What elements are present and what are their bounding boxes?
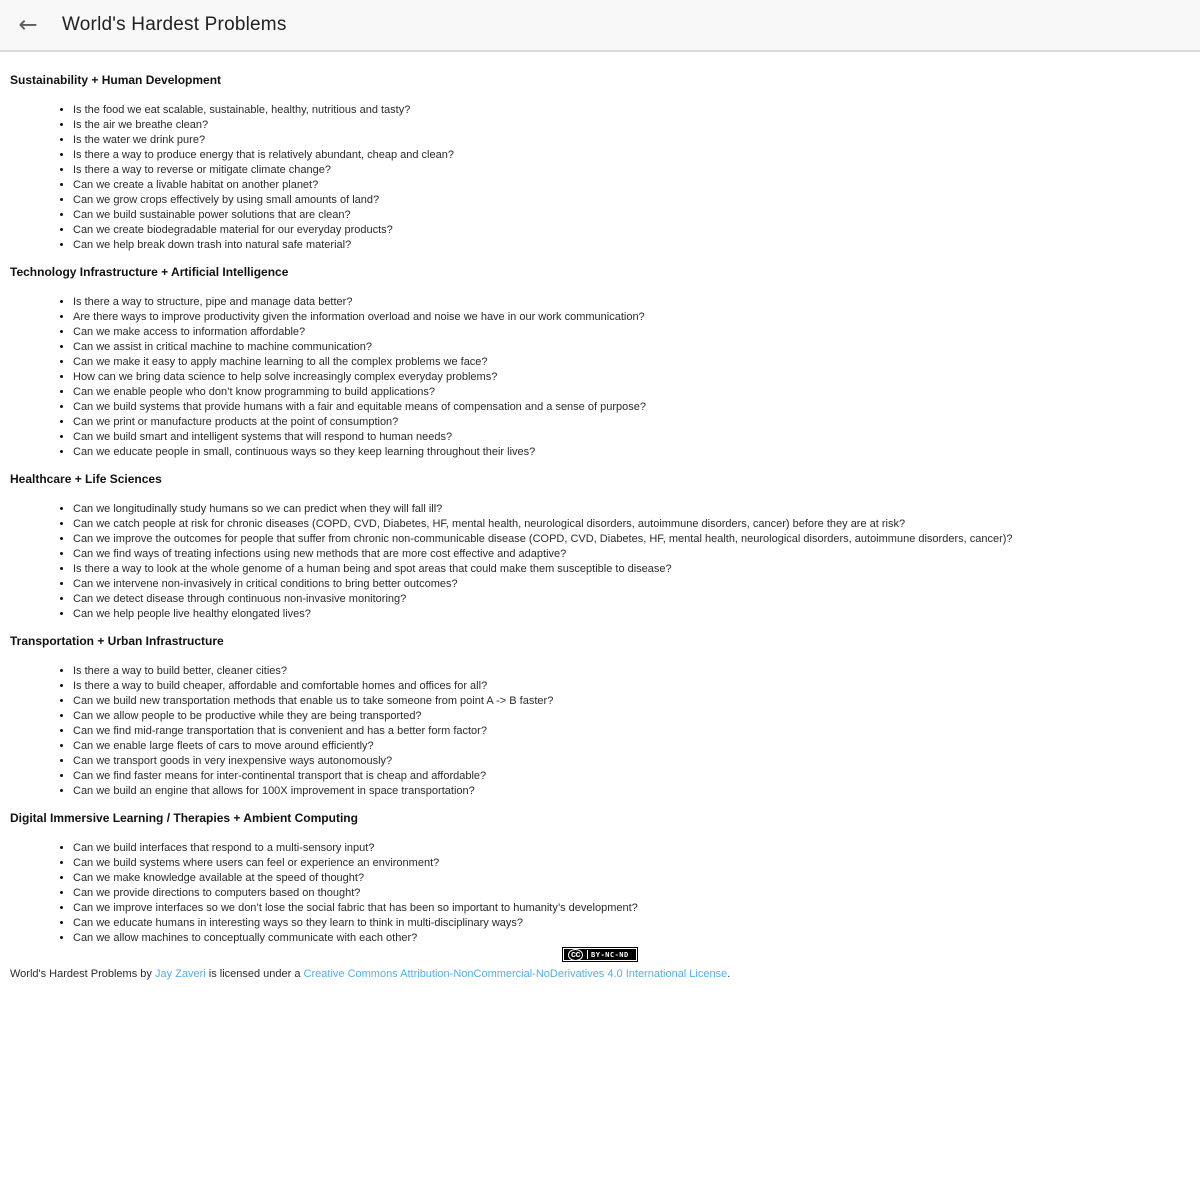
section (10, 811, 1190, 946)
question-item: • Can we build new transportation methods that enable us to take someone from point A -> B faster? (73, 694, 1190, 709)
question-item: • Can we enable people who don’t know programming to build applications? (73, 385, 1190, 400)
question-item: • Can we allow people to be productive while they are being transported? (73, 709, 1190, 724)
question-item: • Can we enable large fleets of cars to move around efficiently? (73, 739, 1190, 754)
license-text-suffix: . (727, 968, 731, 980)
question-item: • Can we grow crops effectively by using small amounts of land? (73, 193, 1190, 208)
question-item: • Can we provide directions to computers based on thought? (73, 886, 1190, 901)
question-item: • Can we assist in critical machine to machine communication? (73, 340, 1190, 355)
section-heading: Sustainability + Human Development (10, 73, 222, 87)
question-item: • Is there a way to reverse or mitigate climate change? (73, 163, 1190, 178)
question-item: • Can we print or manufacture products at the point of consumption? (73, 415, 1190, 430)
question-item: • Is the water we drink pure? (73, 133, 1190, 148)
question-item: • Is the air we breathe clean? (73, 118, 1190, 133)
question-item: • Can we build interfaces that respond to a multi-sensory input? (73, 841, 1190, 856)
section-heading: Digital Immersive Learning / Therapies + Ambient Computing (10, 811, 358, 825)
question-item: • Can we improve the outcomes for people that suffer from chronic non-communicable disease (COPD, CVD, Diabetes, HF, mental health, neurological disorders, autoimmune disorders, cancer)? (73, 532, 1190, 547)
question-item: • Can we educate humans in interesting ways so they learn to think in multi-disciplinary ways? (73, 916, 1190, 931)
question-item: • Is there a way to look at the whole genome of a human being and spot areas that could make them susceptible to disease? (73, 562, 1190, 577)
question-item: • Can we improve interfaces so we don’t lose the social fabric that has been so important to humanity’s development? (73, 901, 1190, 916)
question-item: • Can we detect disease through continuous non-invasive monitoring? (73, 592, 1190, 607)
question-item: • Is there a way to build cheaper, affordable and comfortable homes and offices for all? (73, 679, 1190, 694)
question-item: • Can we longitudinally study humans so we can predict when they will fall ill? (73, 502, 1190, 517)
section-heading: Transportation + Urban Infrastructure (10, 634, 224, 648)
license-link[interactable]: Creative Commons Attribution-NonCommercial-NoDerivatives 4.0 International License (303, 968, 728, 980)
question-item: • Can we build smart and intelligent systems that will respond to human needs? (73, 430, 1190, 445)
question-item: • Can we create biodegradable material for our everyday products? (73, 223, 1190, 238)
section-heading: Healthcare + Life Sciences (10, 472, 162, 486)
section (10, 472, 1190, 622)
back-arrow-icon[interactable]: ← (15, 12, 41, 38)
page-title: World's Hardest Problems (62, 14, 287, 35)
license-text-prefix: World's Hardest Problems by (10, 968, 155, 980)
question-item: • Can we create a livable habitat on another planet? (73, 178, 1190, 193)
author-link[interactable]: Jay Zaveri (154, 968, 206, 980)
question-item: • Can we help people live healthy elongated lives? (73, 607, 1190, 622)
question-item: • Are there ways to improve productivity given the information overload and noise we have in our work communication? (73, 310, 1190, 325)
question-list (10, 664, 1190, 799)
question-item: • Is the food we eat scalable, sustainable, healthy, nutritious and tasty? (73, 103, 1190, 118)
question-item: • Can we find faster means for inter-continental transport that is cheap and affordable? (73, 769, 1190, 784)
sections-list (10, 73, 1190, 946)
question-item: • Is there a way to structure, pipe and manage data better? (73, 295, 1190, 310)
question-item: • Can we help break down trash into natural safe material? (73, 238, 1190, 253)
section (10, 634, 1190, 799)
question-item: • Can we build an engine that allows for 100X improvement in space transportation? (73, 784, 1190, 799)
question-item: • Can we make knowledge available at the speed of thought? (73, 871, 1190, 886)
question-item: • Can we build systems that provide humans with a fair and equitable means of compensation and a sense of purpose? (73, 400, 1190, 415)
section-heading: Technology Infrastructure + Artificial Intelligence (10, 265, 289, 279)
question-list (10, 103, 1190, 253)
question-item: • Can we transport goods in very inexpensive ways autonomously? (73, 754, 1190, 769)
question-item: • Can we intervene non-invasively in critical conditions to bring better outcomes? (73, 577, 1190, 592)
section (10, 265, 1190, 460)
question-list (10, 295, 1190, 460)
question-item: • Can we make it easy to apply machine learning to all the complex problems we face? (73, 355, 1190, 370)
license-text-middle: is licensed under a (205, 968, 304, 980)
cc-badge-label: BY-NC-ND (591, 950, 629, 959)
cc-license-badge[interactable] (562, 947, 638, 962)
question-item: • Can we find mid-range transportation that is convenient and has a better form factor? (73, 724, 1190, 739)
section (10, 73, 1190, 253)
question-item: • Can we make access to information affordable? (73, 325, 1190, 340)
license-statement (10, 967, 1190, 981)
question-item: • Can we build systems where users can feel or experience an environment? (73, 856, 1190, 871)
question-item: • Can we build sustainable power solutions that are clean? (73, 208, 1190, 223)
question-item: • Can we catch people at risk for chronic diseases (COPD, CVD, Diabetes, HF, mental health, neurological disorders, autoimmune disorders, cancer) before they are at risk? (73, 517, 1190, 532)
question-item: • Can we find ways of treating infections using new methods that are more cost effective and adaptive? (73, 547, 1190, 562)
question-list (10, 841, 1190, 946)
cc-badge-divider (587, 950, 588, 959)
app-bar (0, 0, 1200, 52)
cc-logo-icon: cc (568, 949, 583, 961)
question-item: • How can we bring data science to help solve increasingly complex everyday problems? (73, 370, 1190, 385)
question-item: • Is there a way to build better, cleaner cities? (73, 664, 1190, 679)
question-item: • Is there a way to produce energy that is relatively abundant, cheap and clean? (73, 148, 1190, 163)
question-list (10, 502, 1190, 622)
content (0, 52, 1200, 981)
question-item: • Can we educate people in small, continuous ways so they keep learning throughout their lives? (73, 445, 1190, 460)
question-item: • Can we allow machines to conceptually communicate with each other? (73, 931, 1190, 946)
